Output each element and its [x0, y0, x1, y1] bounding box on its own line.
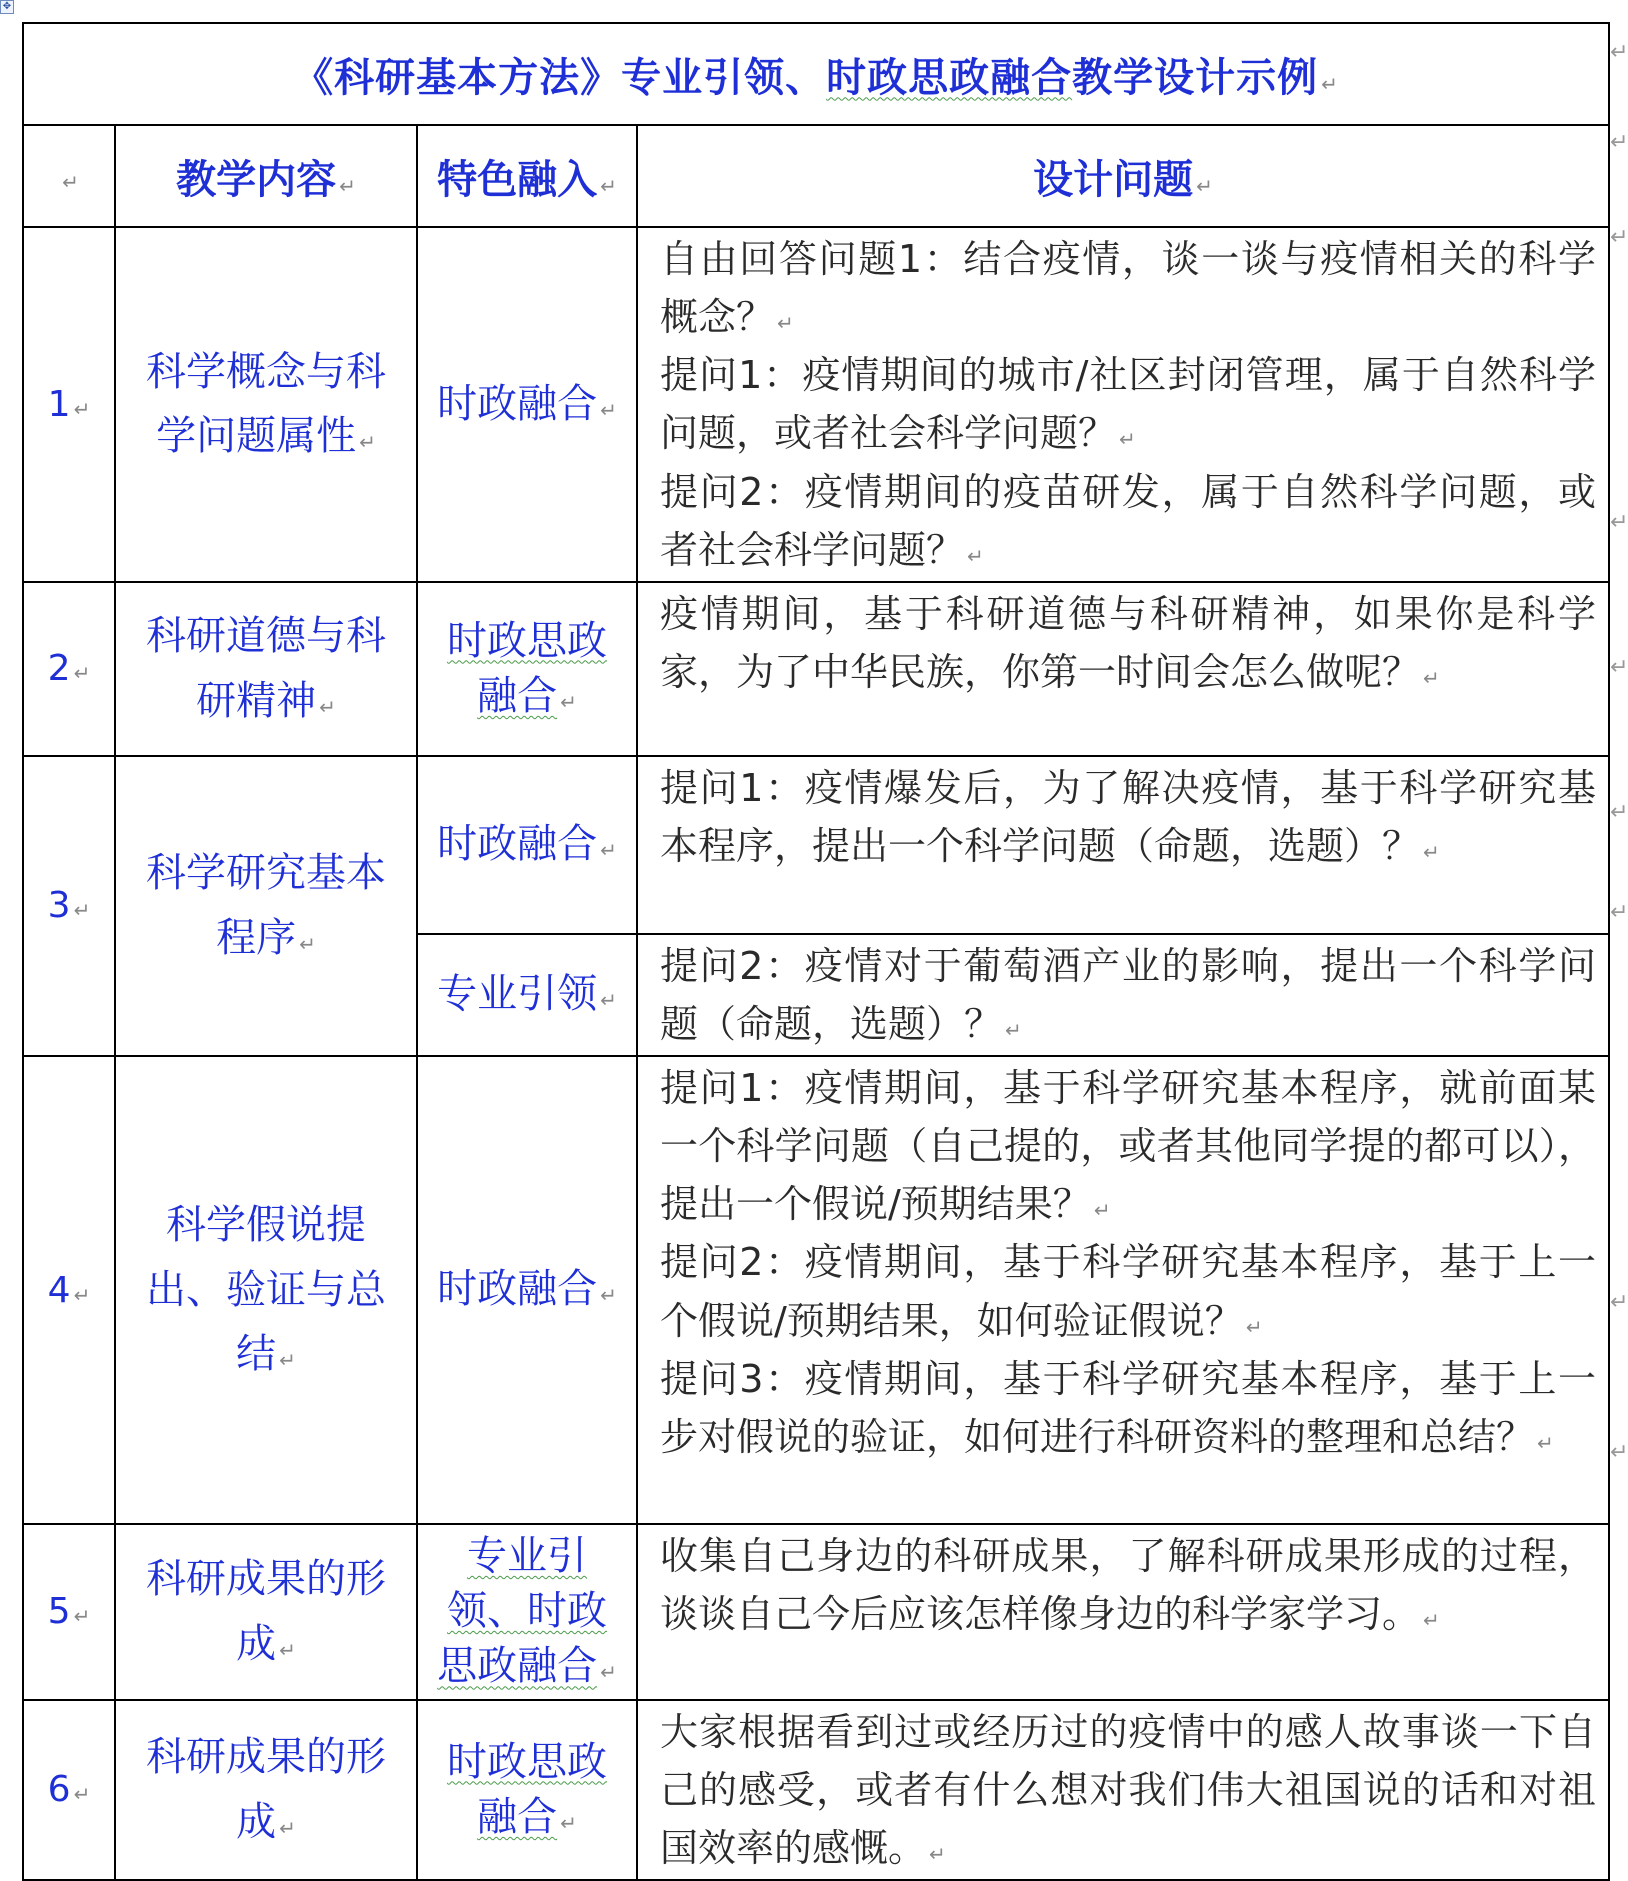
question-paragraph: 提问2：疫情期间的疫苗研发，属于自然科学问题，或者社会科学问题？ ↵ — [660, 469, 1597, 572]
question-paragraph: 大家根据看到过或经历过的疫情中的感人故事谈一下自己的感受，或者有什么想对我们伟大祖国说的话和对祖国效率的感慨。 ↵ — [660, 1709, 1597, 1870]
question-paragraph: 提问2：疫情期间，基于科学研究基本程序，基于上一个假说/预期结果，如何验证假说？ ↵ — [660, 1240, 1597, 1343]
teaching-content: 科研道德与科研精神 ↵ — [115, 582, 417, 756]
paragraph-mark-icon: ↵ — [279, 1815, 296, 1840]
row-number: 2 ↵ — [23, 582, 115, 756]
design-question — [637, 1056, 1609, 1524]
paragraph-mark-icon: ↵ — [777, 311, 794, 336]
feature-label: 时政思政融合 ↵ — [417, 1700, 637, 1880]
header-feature: 特色融入 ↵ — [417, 125, 637, 227]
header-row — [23, 125, 1609, 227]
paragraph-mark-icon: ↵ — [1093, 1198, 1111, 1223]
design-question — [637, 1700, 1609, 1880]
row-number: 3 ↵ — [23, 756, 115, 1056]
teaching-content: 科研成果的形成 ↵ — [115, 1524, 417, 1700]
teaching-content: 科研成果的形成 ↵ — [115, 1700, 417, 1880]
table-row — [23, 227, 1609, 582]
paragraph-mark-icon: ↵ — [1423, 839, 1440, 864]
paragraph-mark-icon: ↵ — [600, 1660, 617, 1685]
row-end-mark-icon: ↵ — [1610, 40, 1628, 65]
title-row — [23, 23, 1609, 125]
lesson-design-table — [22, 22, 1610, 1881]
question-paragraph: 自由回答问题1：结合疫情，谈一谈与疫情相关的科学概念？ ↵ — [660, 237, 1597, 340]
row-end-mark-icon: ↵ — [1610, 1290, 1628, 1315]
feature-label: 时政融合 ↵ — [417, 227, 637, 582]
design-question — [637, 227, 1609, 582]
title-underlined: 时政思政融合 — [826, 54, 1073, 101]
paragraph-mark-icon: ↵ — [339, 173, 356, 198]
paragraph-mark-icon: ↵ — [73, 661, 91, 686]
design-question — [637, 1524, 1609, 1700]
paragraph-mark-icon: ↵ — [73, 1782, 91, 1807]
feature-label: 专业引领 ↵ — [417, 934, 637, 1056]
paragraph-mark-icon: ↵ — [600, 988, 617, 1013]
paragraph-mark-icon: ↵ — [73, 1604, 91, 1629]
paragraph-mark-icon: ↵ — [279, 1637, 296, 1662]
header-number — [23, 125, 115, 227]
feature-label: 时政融合 ↵ — [417, 756, 637, 934]
paragraph-mark-icon: ↵ — [967, 543, 984, 568]
question-paragraph: 提问1：疫情爆发后，为了解决疫情，基于科学研究基本程序，提出一个科学问题（命题，选题）？ ↵ — [660, 765, 1597, 868]
row-end-mark-icon: ↵ — [1610, 1440, 1628, 1465]
table-row — [23, 1056, 1609, 1524]
feature-label: 时政思政融合 ↵ — [417, 582, 637, 756]
row-end-mark-icon: ↵ — [1610, 900, 1628, 925]
row-number: 1 ↵ — [23, 227, 115, 582]
paragraph-mark-icon: ↵ — [1196, 173, 1213, 198]
feature-label: 时政融合 ↵ — [417, 1056, 637, 1524]
paragraph-mark-icon: ↵ — [560, 689, 577, 714]
paragraph-mark-icon: ↵ — [1005, 1017, 1022, 1042]
paragraph-mark-icon: ↵ — [600, 838, 617, 863]
paragraph-mark-icon: ↵ — [279, 1348, 296, 1373]
paragraph-mark-icon: ↵ — [319, 694, 336, 719]
paragraph-mark-icon: ↵ — [1537, 1430, 1554, 1455]
question-paragraph: 提问1：疫情期间，基于科学研究基本程序，就前面某一个科学问题（自己提的，或者其他同学提的都可以），提出一个假说/预期结果？ ↵ — [660, 1066, 1597, 1227]
row-end-mark-icon: ↵ — [1610, 130, 1628, 155]
paragraph-mark-icon: ↵ — [73, 1282, 91, 1307]
table-title — [23, 23, 1609, 125]
design-question — [637, 582, 1609, 756]
paragraph-mark-icon: ↵ — [359, 430, 376, 455]
question-paragraph: 提问2：疫情对于葡萄酒产业的影响，提出一个科学问题（命题，选题）？ ↵ — [660, 943, 1597, 1046]
row-end-mark-icon: ↵ — [1610, 225, 1628, 250]
paragraph-mark-icon: ↵ — [600, 397, 617, 422]
paragraph-mark-icon: ↵ — [73, 898, 91, 923]
row-end-mark-icon: ↵ — [1610, 800, 1628, 825]
design-question — [637, 756, 1609, 934]
teaching-content: 科学假说提出、验证与总结 ↵ — [115, 1056, 417, 1524]
table-move-handle[interactable]: ✥ — [0, 0, 14, 14]
paragraph-mark-icon: ↵ — [1245, 1314, 1263, 1339]
question-paragraph: 疫情期间，基于科研道德与科研精神，如果你是科学家，为了中华民族，你第一时间会怎么做呢？ ↵ — [660, 591, 1597, 694]
paragraph-mark-icon: ↵ — [1423, 665, 1440, 690]
teaching-content: 科学概念与科学问题属性 ↵ — [115, 227, 417, 582]
paragraph-mark-icon: ↵ — [1321, 71, 1339, 96]
question-paragraph: 提问3：疫情期间，基于科学研究基本程序，基于上一步对假说的验证，如何进行科研资料的整理和总结？ ↵ — [660, 1356, 1597, 1459]
row-end-mark-icon: ↵ — [1610, 510, 1628, 535]
paragraph-mark-icon: ↵ — [62, 170, 79, 194]
feature-label: 专业引领、时政思政融合 ↵ — [417, 1524, 637, 1700]
table-row — [23, 756, 1609, 934]
paragraph-mark-icon: ↵ — [73, 396, 91, 421]
table-row — [23, 582, 1609, 756]
paragraph-mark-icon: ↵ — [1119, 427, 1136, 452]
row-number: 5 ↵ — [23, 1524, 115, 1700]
header-content: 教学内容 ↵ — [115, 125, 417, 227]
paragraph-mark-icon: ↵ — [600, 1283, 617, 1308]
right-margin-marks — [1610, 0, 1628, 1879]
row-number: 4 ↵ — [23, 1056, 115, 1524]
paragraph-mark-icon: ↵ — [299, 931, 316, 956]
title-suffix: 教学设计示例 — [1072, 54, 1319, 101]
paragraph-mark-icon: ↵ — [929, 1841, 946, 1866]
row-number: 6 ↵ — [23, 1700, 115, 1880]
paragraph-mark-icon: ↵ — [600, 173, 617, 198]
teaching-content: 科学研究基本程序 ↵ — [115, 756, 417, 1056]
question-paragraph: 提问1：疫情期间的城市/社区封闭管理，属于自然科学问题，或者社会科学问题？ ↵ — [660, 353, 1597, 456]
question-paragraph: 收集自己身边的科研成果，了解科研成果形成的过程，谈谈自己今后应该怎样像身边的科学家学习。 ↵ — [660, 1534, 1597, 1637]
header-question: 设计问题 ↵ — [637, 125, 1609, 227]
table-row — [23, 1700, 1609, 1880]
table-row — [23, 1524, 1609, 1700]
design-question — [637, 934, 1609, 1056]
title-prefix: 《科研基本方法》专业引领、 — [293, 54, 827, 101]
row-end-mark-icon: ↵ — [1610, 655, 1628, 680]
paragraph-mark-icon: ↵ — [560, 1810, 577, 1835]
paragraph-mark-icon: ↵ — [1423, 1608, 1440, 1633]
